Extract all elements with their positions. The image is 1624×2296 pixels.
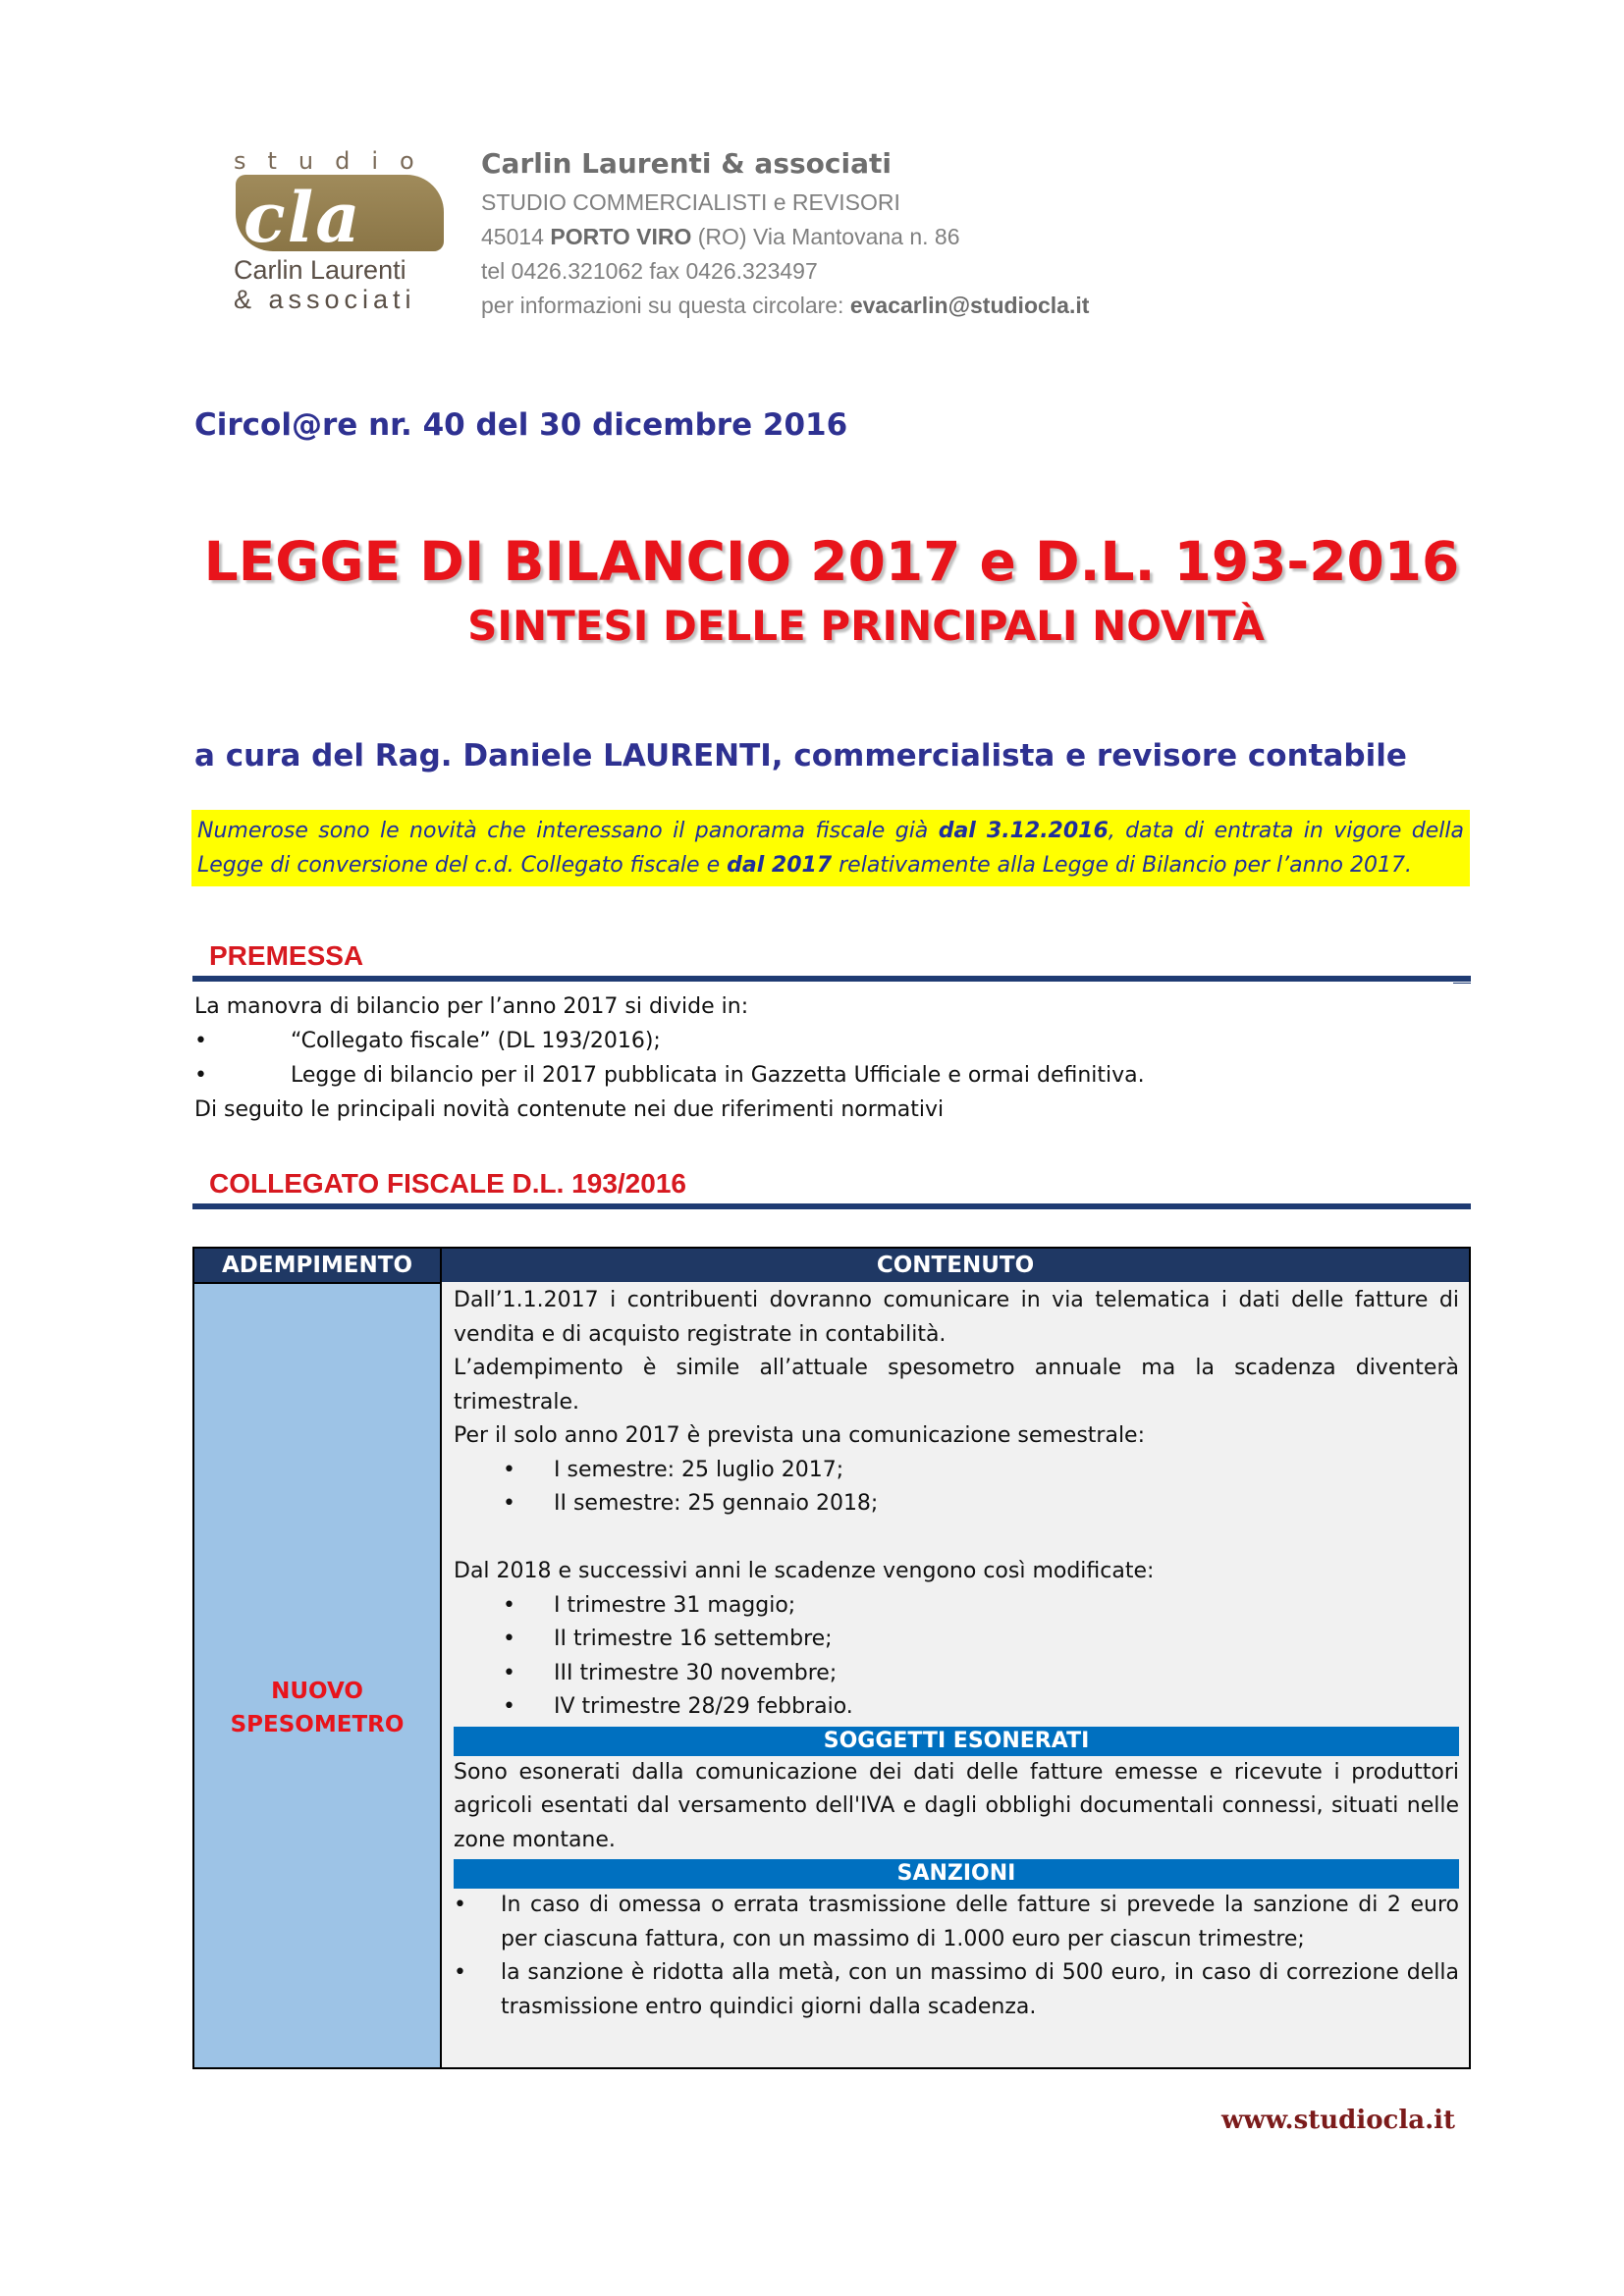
firm-info xyxy=(481,147,1089,323)
section-rule xyxy=(192,976,1471,982)
band-sanzioni: SANZIONI xyxy=(454,1859,1459,1889)
adempimento-label: NUOVO SPESOMETRO xyxy=(230,1679,405,1737)
paragraph: Dal 2018 e successivi anni le scadenze vengono così modificate: xyxy=(454,1559,1155,1583)
adempimento-cell xyxy=(194,1282,442,2067)
premessa-body xyxy=(194,989,1471,1127)
firm-info-contact: per informazioni su questa circolare: evacarlin@studiocla.it xyxy=(481,293,1090,318)
circolare-number: Circol@re nr. 40 del 30 dicembre 2016 xyxy=(194,407,848,443)
contenuto-cell xyxy=(442,1284,1469,2067)
table-header-adempimento: ADEMPIMENTO xyxy=(194,1249,442,1282)
logo-mark xyxy=(236,175,444,258)
list-item: • II trimestre 16 settembre; xyxy=(503,1627,833,1651)
band-soggetti-esonerati: SOGGETTI ESONERATI xyxy=(454,1727,1459,1756)
paragraph: Per il solo anno 2017 è prevista una comunicazione semestrale: xyxy=(454,1423,1145,1448)
list-item: • II semestre: 25 gennaio 2018; xyxy=(503,1491,879,1516)
list-item: • IV trimestre 28/29 febbraio. xyxy=(503,1694,853,1719)
list-item: • I semestre: 25 luglio 2017; xyxy=(503,1457,844,1482)
premessa-closing: Di seguito le principali novità contenute nei due riferimenti normativi xyxy=(194,1097,945,1122)
document-title: LEGGE DI BILANCIO 2017 e D.L. 193-2016 xyxy=(203,530,1460,593)
document-subtitle: SINTESI DELLE PRINCIPALI NOVITÀ xyxy=(467,602,1265,650)
firm-name: Carlin Laurenti & associati xyxy=(481,147,892,180)
list-item: • “Collegato fiscale” (DL 193/2016); xyxy=(194,1029,661,1053)
premessa-intro: La manovra di bilancio per l’anno 2017 si divide in: xyxy=(194,994,749,1019)
table-header-contenuto: CONTENUTO xyxy=(442,1249,1469,1282)
footer-website-link[interactable]: www.studiocla.it xyxy=(1221,2106,1456,2135)
logo-word-studio: studio xyxy=(234,147,436,175)
firm-type: STUDIO COMMERCIALISTI e REVISORI xyxy=(481,189,900,215)
section-rule-tail xyxy=(1453,983,1471,984)
firm-address: 45014 PORTO VIRO (RO) Via Mantovana n. 86 xyxy=(481,224,960,249)
studio-logo xyxy=(234,147,445,314)
email-link[interactable]: evacarlin@studiocla.it xyxy=(849,293,1090,318)
logo-associati-line: & associati xyxy=(234,285,416,314)
paragraph: L’adempimento è simile all’attuale spesometro annuale ma la scadenza diventerà trimestrale. xyxy=(454,1356,1459,1415)
author-line: a cura del Rag. Daniele LAURENTI, commercialista e revisore contabile xyxy=(194,738,1407,774)
list-item: • la sanzione è ridotta alla metà, con un massimo di 500 euro, in caso di correzione della trasmissione entro quindici giorni dalla scadenza. xyxy=(454,1960,1459,2019)
section-title-premessa: PREMESSA xyxy=(209,940,364,971)
intro-highlight: Numerose sono le novità che interessano il panorama fiscale già dal 3.12.2016, data di entrata in vigore della Legge di conversione del c.d. Collegato fiscale e dal 2017 relativamente alla Legge di Bilancio per l’anno 2017. xyxy=(191,810,1470,886)
section-rule xyxy=(192,1203,1471,1209)
logo-name-line: Carlin Laurenti xyxy=(234,255,406,285)
list-item: • III trimestre 30 novembre; xyxy=(503,1660,838,1685)
firm-phone: tel 0426.321062 fax 0426.323497 xyxy=(481,258,818,284)
section-title-collegato: COLLEGATO FISCALE D.L. 193/2016 xyxy=(209,1168,686,1199)
logo-mark-text: cla xyxy=(244,177,362,258)
list-item: • In caso di omessa o errata trasmissione delle fatture si prevede la sanzione di 2 euro per ciascuna fattura, con un massimo di 1.000 euro per ciascun trimestre; xyxy=(454,1893,1459,1951)
adempimenti-table xyxy=(192,1247,1471,2069)
paragraph: Dall’1.1.2017 i contribuenti dovranno comunicare in via telematica i dati delle fatture di vendita e di acquisto registrate in contabilità. xyxy=(454,1288,1459,1347)
list-item: • Legge di bilancio per il 2017 pubblicata in Gazzetta Ufficiale e ormai definitiva. xyxy=(194,1063,1145,1088)
paragraph: Sono esonerati dalla comunicazione dei dati delle fatture emesse e ricevute i produttori agricoli esentati dal versamento dell'IVA e dagli obblighi documentali connessi, situati nelle zone montane. xyxy=(454,1759,1459,1852)
list-item: • I trimestre 31 maggio; xyxy=(503,1592,796,1618)
